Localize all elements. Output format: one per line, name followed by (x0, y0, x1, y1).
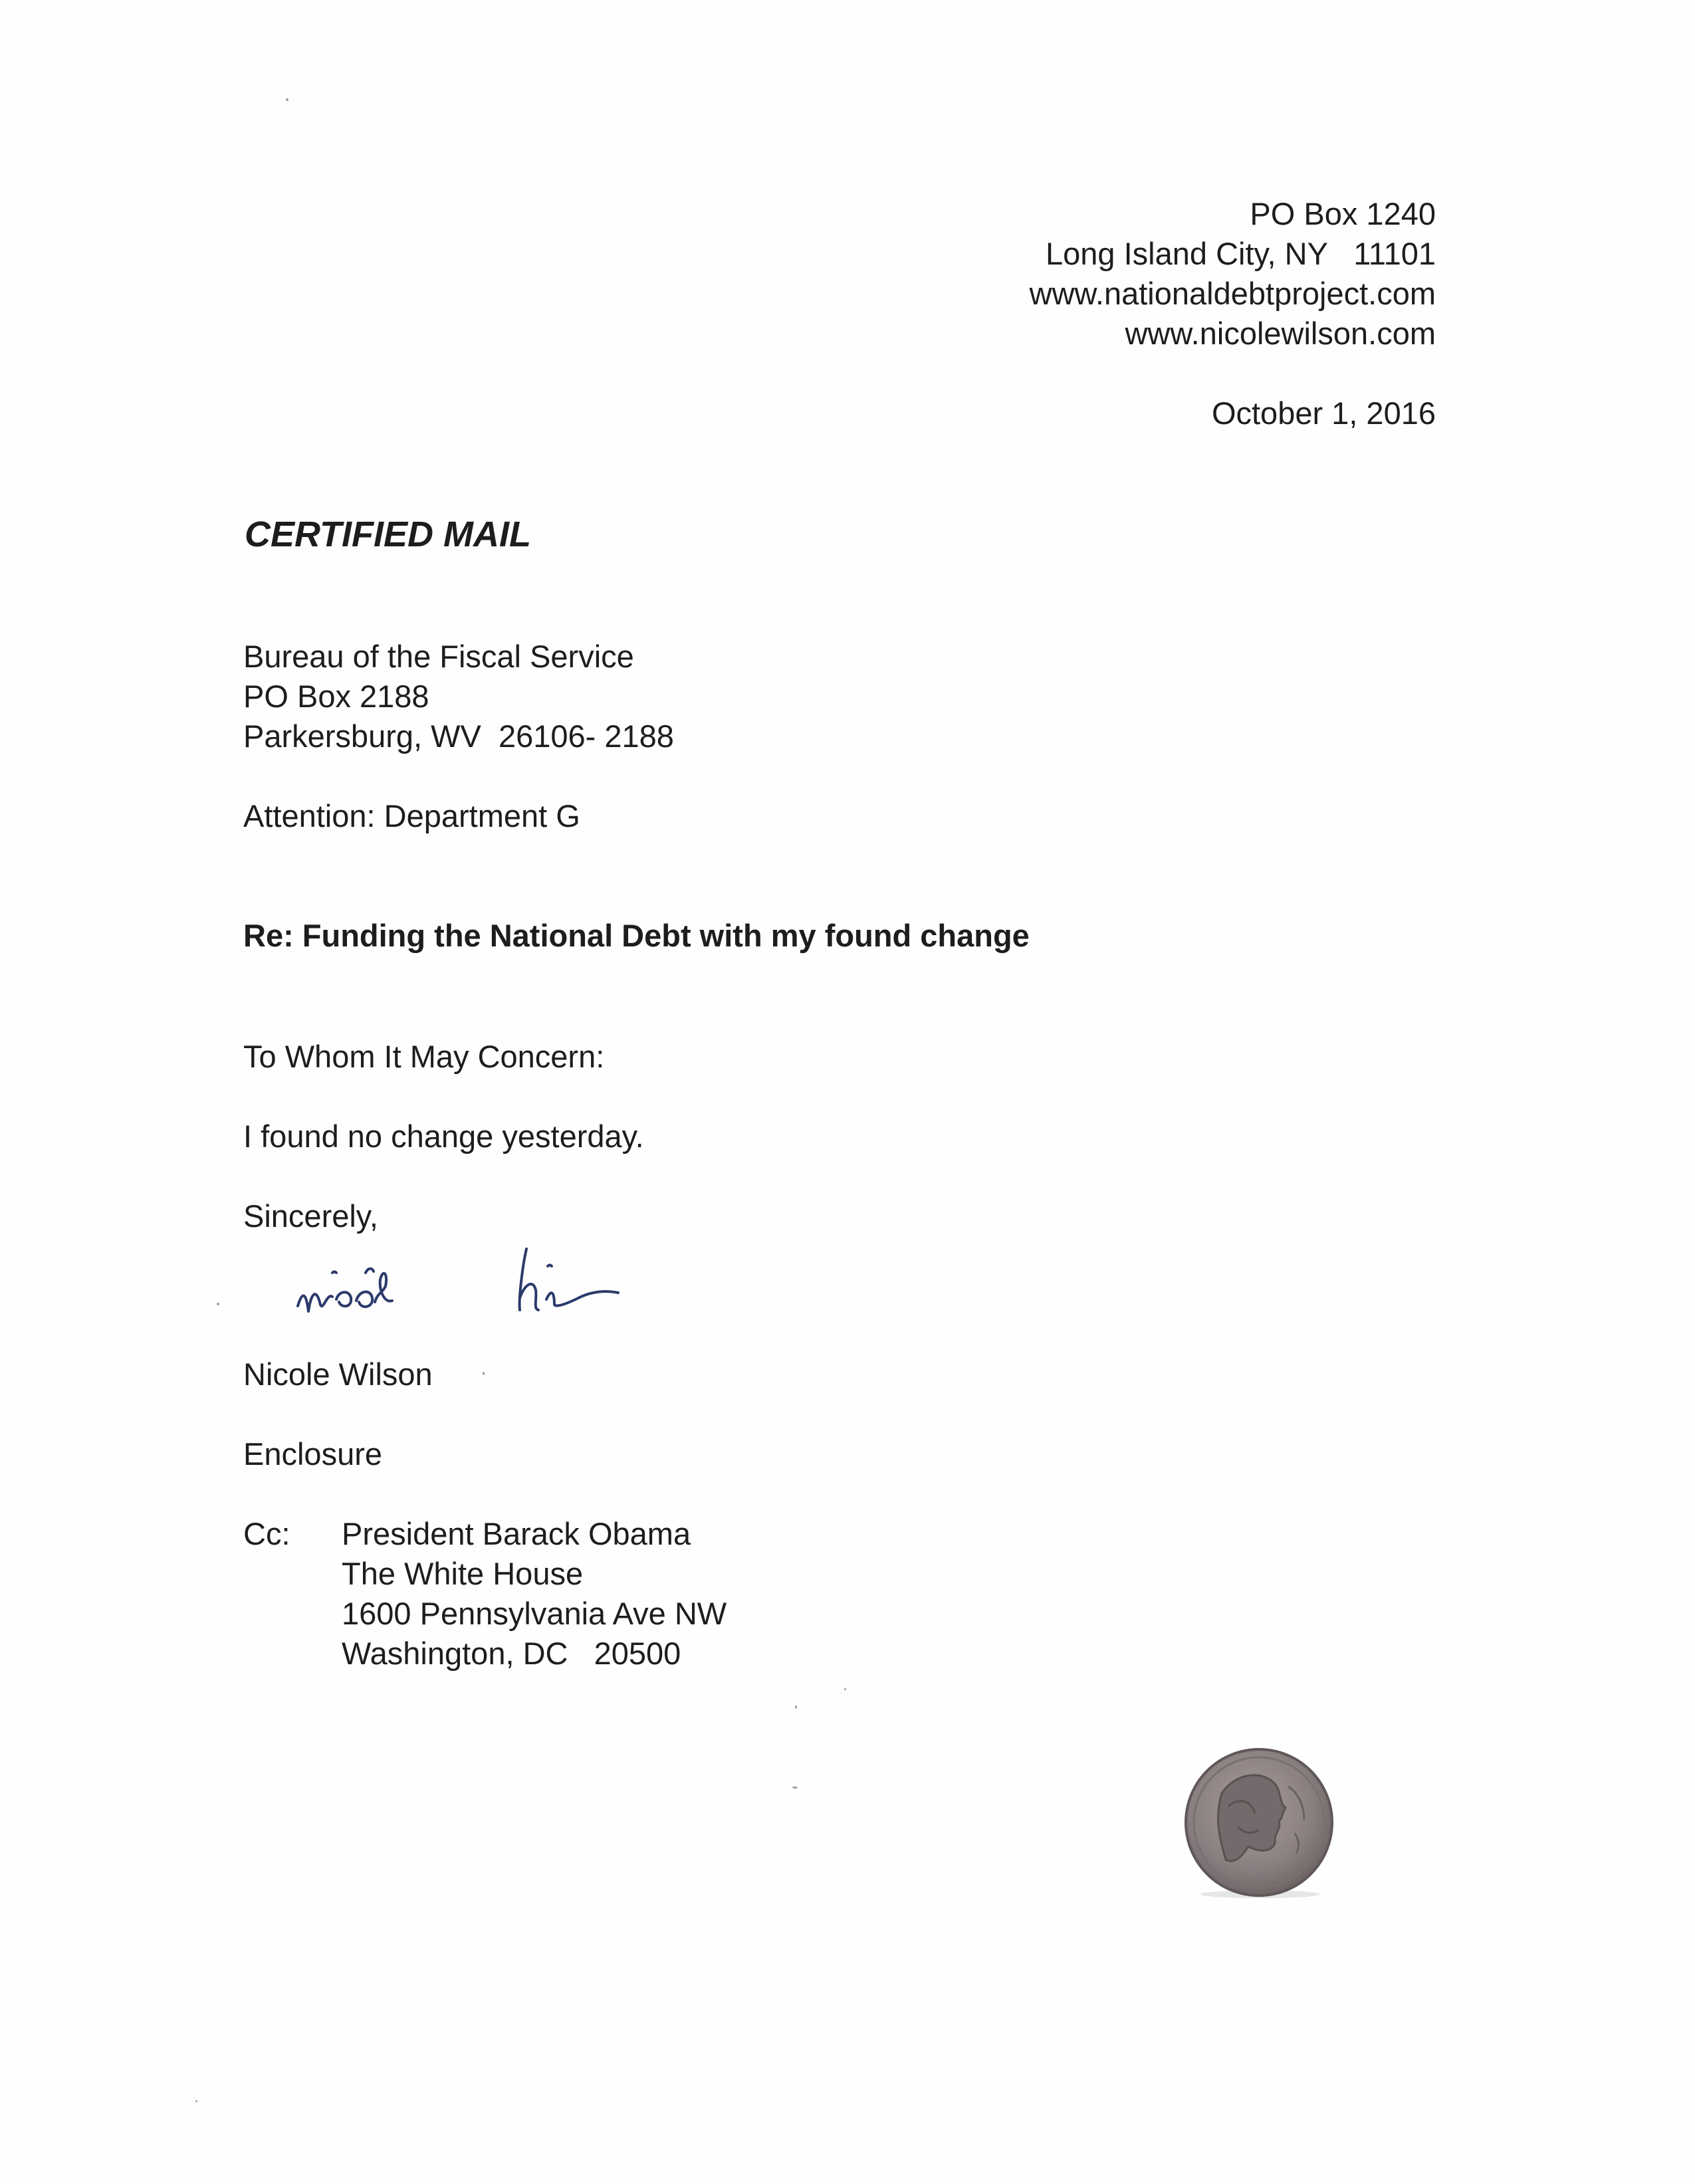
penny-coin-image (1182, 1747, 1336, 1901)
recipient-line-city: Parkersburg, WV 26106- 2188 (243, 718, 674, 754)
recipient-line-po-box: PO Box 2188 (243, 679, 429, 714)
recipient-address-block (243, 637, 674, 756)
letter-date: October 1, 2016 (1211, 395, 1436, 431)
scan-speck (795, 1705, 797, 1709)
cc-recipient-block (342, 1514, 727, 1674)
sender-line-website-2: www.nicolewilson.com (1125, 316, 1436, 351)
delivery-method-heading: CERTIFIED MAIL (245, 514, 531, 554)
recipient-line-org: Bureau of the Fiscal Service (243, 639, 634, 674)
enclosure-notation: Enclosure (243, 1436, 382, 1472)
cc-line-city: Washington, DC 20500 (342, 1636, 681, 1671)
attention-line: Attention: Department G (243, 798, 580, 833)
scan-speck (483, 1372, 485, 1375)
sender-address-block (1030, 194, 1436, 433)
signer-name: Nicole Wilson (243, 1357, 433, 1392)
closing: Sincerely, (243, 1198, 378, 1234)
cc-line-street: 1600 Pennsylvania Ave NW (342, 1596, 727, 1631)
letter-body: I found no change yesterday. (243, 1119, 644, 1154)
cc-label: Cc: (243, 1516, 290, 1551)
sender-line-po-box: PO Box 1240 (1250, 196, 1436, 231)
sender-line-city: Long Island City, NY 11101 (1046, 236, 1436, 271)
scan-speck (195, 2100, 197, 2102)
subject-line: Re: Funding the National Debt with my found change (243, 918, 1030, 953)
scan-speck (217, 1303, 219, 1305)
cc-line-name: President Barack Obama (342, 1516, 691, 1551)
salutation: To Whom It May Concern: (243, 1039, 605, 1074)
handwritten-signature-image (286, 1226, 671, 1359)
scan-speck (792, 1787, 798, 1789)
sender-line-website-1: www.nationaldebtproject.com (1029, 276, 1436, 311)
cc-line-org: The White House (342, 1556, 584, 1591)
scan-speck (286, 98, 288, 101)
scan-speck (844, 1688, 846, 1690)
